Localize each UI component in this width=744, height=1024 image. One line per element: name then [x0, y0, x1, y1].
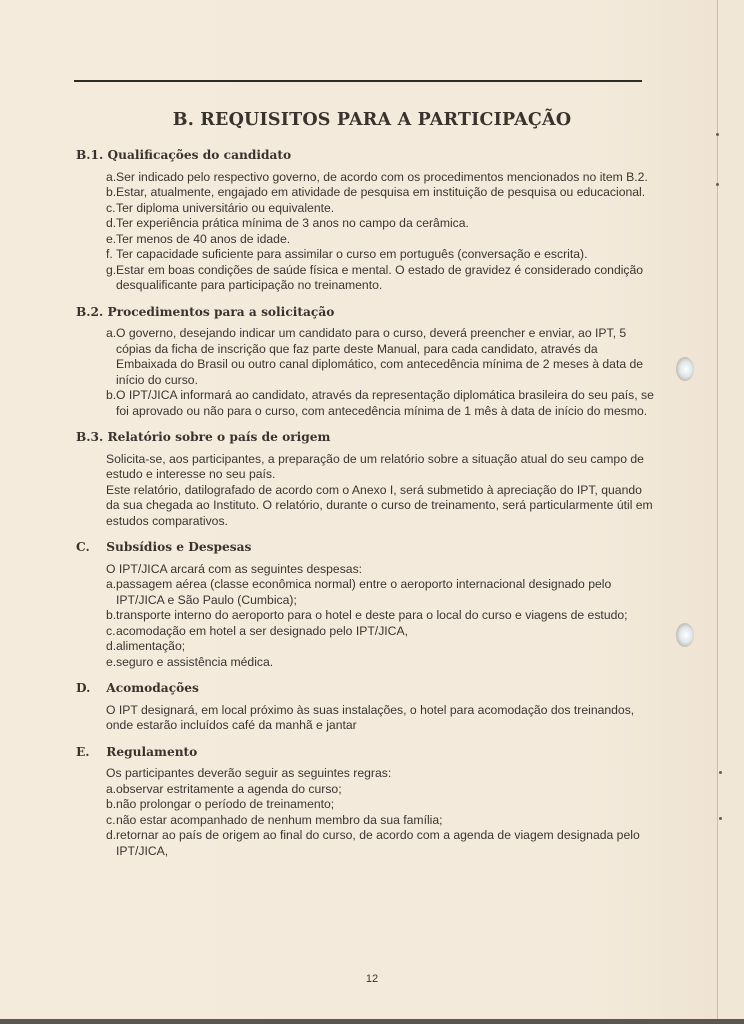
- list-item-text: Ser indicado pelo respectivo governo, de acordo com os procedimentos mencionados no item B.2.: [116, 169, 648, 184]
- staple-mark-icon: [716, 133, 719, 136]
- list-item: [106, 216, 656, 232]
- section-b1: [76, 148, 656, 294]
- list-item-text: O IPT/JICA informará ao candidato, através da representação diplomática brasileira do seu país, se foi aprovado ou não para o curso, com antecedência mínima de 1 mês à data de início do mesmo.: [116, 388, 654, 418]
- list-item-text: seguro e assistência médica.: [116, 654, 274, 669]
- section-heading: D. Acomodações: [76, 681, 199, 695]
- list-marker: f.: [106, 247, 113, 261]
- list-item: [106, 263, 656, 294]
- paragraph: Os participantes deverão seguir as seguintes regras:: [106, 766, 392, 780]
- list-marker: a.: [106, 577, 117, 591]
- list-item: [106, 388, 656, 419]
- list-item-text: retornar ao país de origem ao final do curso, de acordo com a agenda de viagem designada pelo IPT/JICA,: [116, 828, 640, 858]
- section-heading: B.2. Procedimentos para a solicitação: [76, 304, 335, 319]
- list-item-text: Ter capacidade suficiente para assimilar o curso em português (conversação e escrita).: [116, 247, 588, 261]
- list-item-text: acomodação em hotel a ser designado pelo IPT/JICA,: [116, 623, 408, 638]
- page-fold-line: [717, 0, 718, 1024]
- section-heading: B.1. Qualificações do candidato: [76, 148, 292, 162]
- section-heading: C. Subsídios e Despesas: [76, 540, 252, 554]
- procedures-list: [106, 326, 656, 419]
- page-gutter: [718, 0, 744, 1024]
- section-d: [76, 681, 656, 734]
- page-number: 12: [365, 973, 379, 985]
- list-item: [106, 247, 656, 263]
- binder-hole-icon: [676, 357, 694, 381]
- staple-mark-icon: [719, 817, 722, 820]
- list-item: [106, 577, 656, 608]
- list-item-text: transporte interno do aeroporto para o hotel e deste para o local do curso e viagens de estudo;: [116, 608, 628, 622]
- section-e: [76, 745, 656, 860]
- list-item: [106, 624, 656, 640]
- section-heading: E. Regulamento: [76, 744, 198, 759]
- list-marker: c.: [106, 200, 116, 215]
- list-item-text: O governo, desejando indicar um candidato para o curso, deverá preencher e enviar, ao IPT, 5 cópias da ficha de inscrição que faz parte deste Manual, para cada candidato, através da Embaixada do Brasil ou outro canal diplomático, com antecedência mínima de 2 meses à data de início do curso.: [116, 326, 644, 387]
- list-marker: b.: [106, 797, 117, 811]
- list-item-text: Ter menos de 40 anos de idade.: [116, 231, 291, 246]
- list-item-text: Estar em boas condições de saúde física e mental. O estado de gravidez é considerado condição desqualificante para participação no treinamento.: [116, 262, 644, 292]
- list-item-text: alimentação;: [116, 639, 186, 653]
- page-content: [76, 148, 656, 870]
- list-item: [106, 655, 656, 671]
- list-marker: e.: [106, 654, 117, 669]
- expenses-list: [106, 577, 656, 670]
- qualifications-list: [106, 170, 656, 294]
- list-marker: d.: [106, 639, 117, 653]
- list-item: [106, 797, 656, 813]
- list-marker: c.: [106, 812, 116, 827]
- scan-bottom-edge: [0, 1019, 744, 1024]
- list-marker: c.: [106, 623, 116, 638]
- list-item-text: passagem aérea (classe econômica normal) entre o aeroporto internacional designado pelo IPT/JICA e São Paulo (Cumbica);: [116, 577, 612, 607]
- list-item: [106, 813, 656, 829]
- list-item: [106, 232, 656, 248]
- paragraph: Solicita-se, aos participantes, a preparação de um relatório sobre a situação atual do seu campo de estudo e interesse no seu país.: [106, 451, 644, 481]
- staple-mark-icon: [719, 771, 722, 774]
- list-marker: e.: [106, 231, 117, 246]
- list-marker: b.: [106, 608, 117, 622]
- paragraph: Este relatório, datilografado de acordo com o Anexo I, será submetido à apreciação do IPT, quando da sua chegada ao Instituto. O relatório, durante o curso de treinamento, será particularmente útil em estudos comparativos.: [106, 482, 653, 528]
- list-item: [106, 639, 656, 655]
- binder-hole-icon: [676, 623, 694, 647]
- rules-list: [106, 782, 656, 860]
- list-item-text: observar estritamente a agenda do curso;: [116, 781, 342, 796]
- list-marker: a.: [106, 326, 117, 340]
- list-item: [106, 170, 656, 186]
- list-marker: g.: [106, 262, 117, 277]
- section-b2: [76, 305, 656, 420]
- section-heading: B.3. Relatório sobre o país de origem: [76, 430, 331, 444]
- list-item-text: não estar acompanhado de nenhum membro da sua família;: [116, 812, 443, 827]
- list-item-text: Estar, atualmente, engajado em atividade de pesquisa em instituição de pesquisa ou educacional.: [116, 185, 646, 199]
- staple-mark-icon: [716, 183, 719, 186]
- list-item: [106, 782, 656, 798]
- list-marker: b.: [106, 185, 117, 199]
- paragraph: O IPT designará, em local próximo às suas instalações, o hotel para acomodação dos treinandos, onde estarão incluídos café da manhã e jantar: [106, 702, 635, 732]
- header-rule: [74, 80, 642, 82]
- list-item-text: Ter diploma universitário ou equivalente.: [116, 200, 335, 215]
- list-item-text: não prolongar o período de treinamento;: [116, 797, 335, 811]
- list-marker: a.: [106, 781, 117, 796]
- section-b3: [76, 430, 656, 529]
- list-item: [106, 828, 656, 859]
- list-marker: d.: [106, 828, 117, 842]
- list-item: [106, 326, 656, 388]
- list-item: [106, 201, 656, 217]
- paragraph: O IPT/JICA arcará com as seguintes despesas:: [106, 561, 363, 576]
- section-c: [76, 540, 656, 670]
- list-marker: b.: [106, 388, 117, 402]
- page-title: B. REQUISITOS PARA A PARTICIPAÇÃO: [172, 110, 572, 130]
- list-marker: a.: [106, 169, 117, 184]
- list-item-text: Ter experiência prática mínima de 3 anos no campo da cerâmica.: [116, 216, 469, 230]
- list-item: [106, 185, 656, 201]
- list-marker: d.: [106, 216, 117, 230]
- list-item: [106, 608, 656, 624]
